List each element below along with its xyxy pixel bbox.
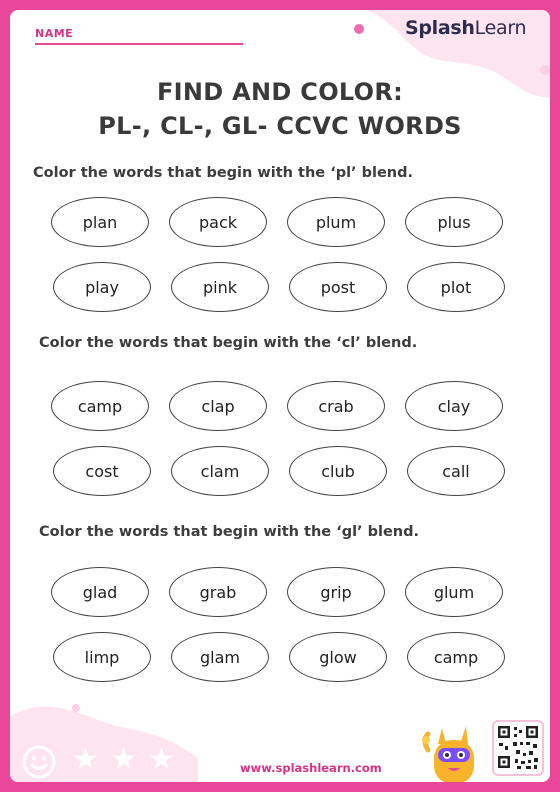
instruction-pl: Color the words that begin with the ‘pl’ blend.: [33, 165, 414, 181]
word-oval[interactable]: camp: [51, 381, 149, 431]
worksheet-page: [10, 10, 550, 782]
word-oval[interactable]: clay: [405, 381, 503, 431]
word-oval[interactable]: plot: [407, 262, 505, 312]
website-url[interactable]: www.splashlearn.com: [240, 761, 382, 775]
word-oval[interactable]: clap: [169, 381, 267, 431]
word-oval[interactable]: call: [407, 446, 505, 496]
name-line[interactable]: [35, 43, 243, 45]
word-oval[interactable]: plum: [287, 197, 385, 247]
word-oval[interactable]: club: [289, 446, 387, 496]
word-oval[interactable]: plan: [51, 197, 149, 247]
word-oval[interactable]: pink: [171, 262, 269, 312]
word-oval[interactable]: glad: [51, 567, 149, 617]
word-oval[interactable]: post: [289, 262, 387, 312]
word-oval[interactable]: clam: [171, 446, 269, 496]
instruction-cl: Color the words that begin with the ‘cl’ blend.: [39, 335, 418, 351]
decorative-dot: [354, 24, 364, 34]
name-label: NAME: [35, 27, 74, 40]
page-title-line2: PL-, CL-, GL- CCVC WORDS: [98, 112, 462, 140]
word-oval[interactable]: grip: [287, 567, 385, 617]
smiley-icon: [22, 745, 56, 779]
splashlearn-logo: SplashLearn: [405, 17, 527, 39]
word-oval[interactable]: crab: [287, 381, 385, 431]
word-oval[interactable]: play: [53, 262, 151, 312]
instruction-gl: Color the words that begin with the ‘gl’ blend.: [39, 524, 420, 540]
word-oval[interactable]: cost: [53, 446, 151, 496]
page-title-line1: FIND AND COLOR:: [156, 78, 404, 106]
mascot-icon: [420, 720, 498, 782]
star-icon: ★: [72, 742, 99, 777]
word-oval[interactable]: plus: [405, 197, 503, 247]
word-oval[interactable]: glum: [405, 567, 503, 617]
qr-code-icon[interactable]: [492, 720, 544, 776]
word-oval[interactable]: grab: [169, 567, 267, 617]
word-oval[interactable]: glam: [171, 632, 269, 682]
word-oval[interactable]: limp: [53, 632, 151, 682]
word-oval[interactable]: camp: [407, 632, 505, 682]
word-oval[interactable]: pack: [169, 197, 267, 247]
star-icon: ★: [148, 742, 175, 777]
star-icon: ★: [110, 742, 137, 777]
word-oval[interactable]: glow: [289, 632, 387, 682]
